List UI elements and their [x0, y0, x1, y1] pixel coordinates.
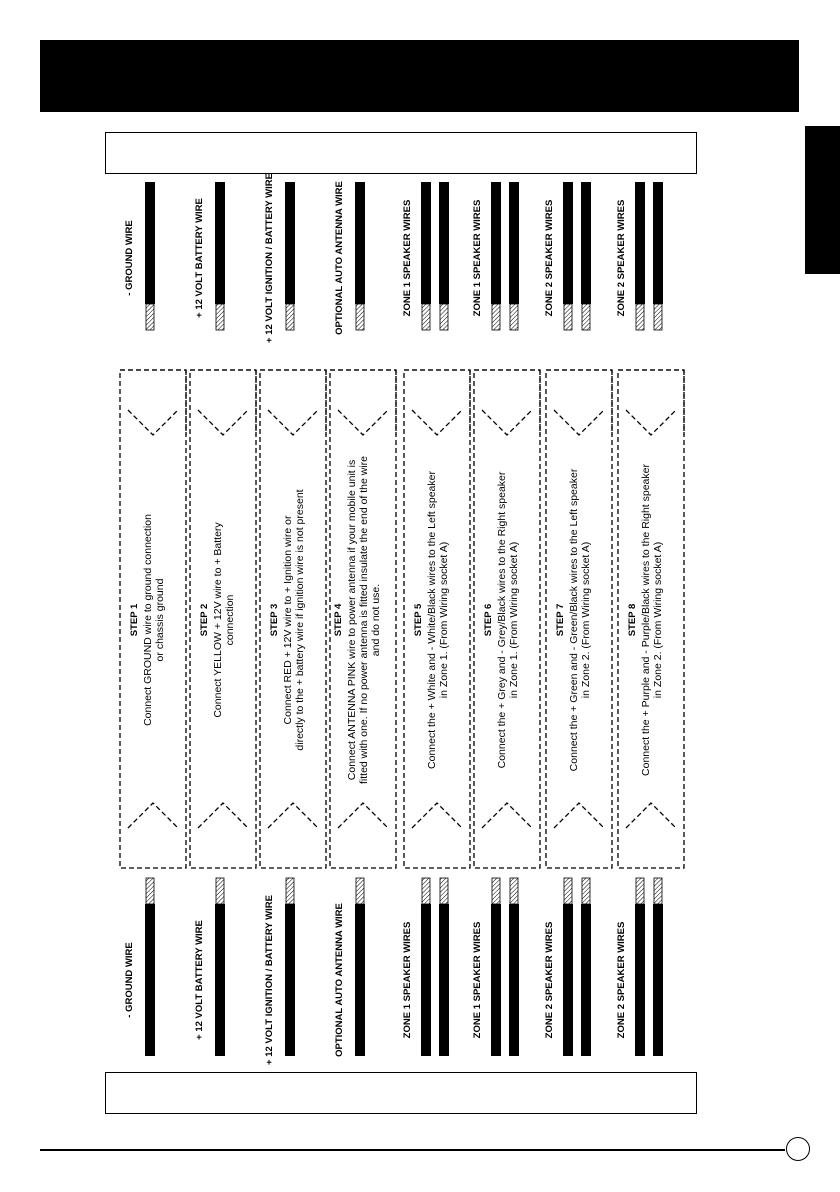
- step-instruction-line: directly to the + battery wire if ignition wire is not present: [294, 489, 306, 751]
- step-outline-top: [190, 370, 256, 435]
- page-number-circle: [786, 1137, 810, 1161]
- wire-body: [285, 182, 295, 304]
- wire-stripped-tip: [440, 878, 448, 904]
- wire-body: [509, 904, 519, 1056]
- arrow-head-bottom: [128, 803, 178, 828]
- arrow-head-top: [198, 410, 248, 435]
- step-2-column: [190, 182, 256, 1056]
- step-title: STEP 4: [333, 603, 344, 637]
- arrow-head-bottom: [198, 803, 248, 828]
- wire-label-top: ZONE 1 SPEAKER WIRES: [402, 199, 413, 317]
- arrow-head-bottom: [338, 803, 388, 828]
- step-title: STEP 8: [627, 603, 638, 637]
- wire-stripped-tip: [582, 878, 590, 904]
- step-instruction-line: or chassis ground: [154, 578, 166, 662]
- arrow-head-top: [338, 410, 388, 435]
- step-8-column: [616, 182, 684, 1056]
- step-3-column: [260, 173, 326, 1065]
- step-text-group: [269, 489, 306, 750]
- wire-body: [581, 182, 591, 304]
- step-instruction-line: Connect the + Green and - Green/Black wires to the Left speaker: [568, 468, 580, 772]
- wire-label-bottom: ZONE 1 SPEAKER WIRES: [402, 921, 413, 1039]
- arrow-head-bottom: [268, 803, 318, 828]
- arrow-head-bottom: [626, 803, 676, 828]
- step-text-group: [627, 464, 664, 776]
- step-text-group: [555, 468, 592, 771]
- wire-stripped-tip: [654, 878, 662, 904]
- wire-label-bottom: ZONE 1 SPEAKER WIRES: [472, 921, 483, 1039]
- wire-body: [145, 182, 155, 304]
- step-instruction-line: connection: [224, 594, 236, 646]
- step-outline-top: [546, 370, 612, 435]
- wire-body: [563, 904, 573, 1056]
- wire-label-top: ZONE 1 SPEAKER WIRES: [472, 199, 483, 317]
- arrow-head-bottom: [412, 803, 462, 828]
- step-instruction-line: Connect YELLOW + 12V wire to + Battery: [212, 522, 224, 718]
- wire-stripped-tip: [216, 878, 224, 904]
- wire-body: [355, 182, 365, 304]
- wire-label-bottom: + 12 VOLT IGNITION / BATTERY WIRE: [264, 895, 275, 1065]
- wire-label-top: - GROUND WIRE: [124, 220, 135, 296]
- wire-body: [635, 904, 645, 1056]
- wire-label-top: ZONE 2 SPEAKER WIRES: [544, 199, 555, 317]
- wire-stripped-tip: [356, 304, 364, 330]
- step-text-group: [483, 471, 520, 768]
- step-instruction-line: Connect the + Grey and - Grey/Black wires to the Right speaker: [496, 471, 508, 769]
- step-outline-top: [120, 370, 186, 435]
- wire-body: [285, 904, 295, 1056]
- wire-stripped-tip: [636, 878, 644, 904]
- step-instruction-line: Connect the + Purple and - Purple/Black wires to the Right speaker: [640, 464, 652, 776]
- wire-body: [145, 904, 155, 1056]
- wire-body: [421, 182, 431, 304]
- wire-label-top: OPTIONAL AUTO ANTENNA WIRE: [334, 181, 345, 335]
- arrow-head-top: [554, 410, 604, 435]
- arrow-head-top: [412, 410, 462, 435]
- wire-stripped-tip: [636, 304, 644, 330]
- step-5-column: [402, 182, 470, 1056]
- wire-label-top: + 12 VOLT BATTERY WIRE: [194, 198, 205, 318]
- step-1-column: [120, 182, 186, 1056]
- wire-stripped-tip: [654, 304, 662, 330]
- wire-label-bottom: OPTIONAL AUTO ANTENNA WIRE: [334, 903, 345, 1057]
- footer-rule: [40, 1149, 785, 1151]
- step-text-group: [413, 471, 450, 769]
- wire-body: [653, 182, 663, 304]
- wire-stripped-tip: [286, 878, 294, 904]
- step-title: STEP 7: [555, 603, 566, 637]
- wire-label-bottom: - GROUND WIRE: [124, 942, 135, 1018]
- wire-stripped-tip: [510, 304, 518, 330]
- step-title: STEP 6: [483, 603, 494, 637]
- wire-stripped-tip: [146, 304, 154, 330]
- wire-label-bottom: ZONE 2 SPEAKER WIRES: [544, 921, 555, 1039]
- step-instruction-line: Connect ANTENNA PINK wire to power antenna if your mobile unit is: [346, 459, 358, 781]
- step-title: STEP 2: [199, 603, 210, 637]
- arrow-head-top: [482, 410, 532, 435]
- wire-label-top: + 12 VOLT IGNITION / BATTERY WIRE: [264, 173, 275, 343]
- step-text-group: [199, 522, 236, 718]
- step-instruction-line: Connect RED + 12V wire to + Ignition wire or: [282, 515, 294, 725]
- step-instruction-line: Connect GROUND wire to ground connection: [142, 514, 154, 726]
- wire-stripped-tip: [564, 878, 572, 904]
- wire-stripped-tip: [510, 878, 518, 904]
- wire-stripped-tip: [492, 304, 500, 330]
- step-outline-top: [474, 370, 540, 435]
- wire-body: [653, 904, 663, 1056]
- step-outline-top: [618, 370, 684, 435]
- wire-stripped-tip: [286, 304, 294, 330]
- step-4-column: [330, 181, 396, 1057]
- wire-body: [439, 904, 449, 1056]
- wire-body: [421, 904, 431, 1056]
- arrow-head-top: [268, 410, 318, 435]
- wire-stripped-tip: [146, 878, 154, 904]
- wire-body: [635, 182, 645, 304]
- wire-body: [491, 904, 501, 1056]
- step-instruction-line: and do not use.: [370, 583, 382, 657]
- arrow-head-top: [128, 410, 178, 435]
- wire-stripped-tip: [422, 304, 430, 330]
- wire-stripped-tip: [564, 304, 572, 330]
- wire-body: [355, 904, 365, 1056]
- wire-body: [215, 182, 225, 304]
- step-text-group: [129, 514, 166, 726]
- step-6-column: [472, 182, 540, 1056]
- wire-label-bottom: + 12 VOLT BATTERY WIRE: [194, 920, 205, 1040]
- wire-body: [491, 182, 501, 304]
- step-title: STEP 5: [413, 603, 424, 637]
- step-title: STEP 3: [269, 603, 280, 637]
- step-text-group: [333, 456, 382, 784]
- step-instruction-line: in Zone 2. (From Wiring socket A): [652, 541, 664, 699]
- step-instruction-line: Connect the + White and - White/Black wires to the Left speaker: [426, 471, 438, 769]
- wire-body: [215, 904, 225, 1056]
- arrow-head-top: [626, 410, 676, 435]
- step-outline-top: [260, 370, 326, 435]
- wire-stripped-tip: [492, 878, 500, 904]
- step-title: STEP 1: [129, 603, 140, 637]
- step-instruction-line: fitted with one. If no power antenna is fitted insulate the end of the wire: [358, 455, 370, 785]
- arrow-head-bottom: [554, 803, 604, 828]
- step-outline-top: [404, 370, 470, 435]
- step-instruction-line: in Zone 1. (From Wiring socket A): [438, 541, 450, 699]
- step-instruction-line: in Zone 2. (From Wiring socket A): [580, 541, 592, 699]
- arrow-head-bottom: [482, 803, 532, 828]
- step-instruction-line: in Zone 1. (From Wiring socket A): [508, 541, 520, 699]
- step-7-column: [544, 182, 612, 1056]
- wire-label-top: ZONE 2 SPEAKER WIRES: [616, 199, 627, 317]
- wire-stripped-tip: [582, 304, 590, 330]
- wire-label-bottom: ZONE 2 SPEAKER WIRES: [616, 921, 627, 1039]
- wire-body: [439, 182, 449, 304]
- wire-stripped-tip: [216, 304, 224, 330]
- step-outline-top: [330, 370, 396, 435]
- wire-body: [563, 182, 573, 304]
- wire-stripped-tip: [422, 878, 430, 904]
- wire-stripped-tip: [440, 304, 448, 330]
- wire-body: [581, 904, 591, 1056]
- wire-body: [509, 182, 519, 304]
- wire-stripped-tip: [356, 878, 364, 904]
